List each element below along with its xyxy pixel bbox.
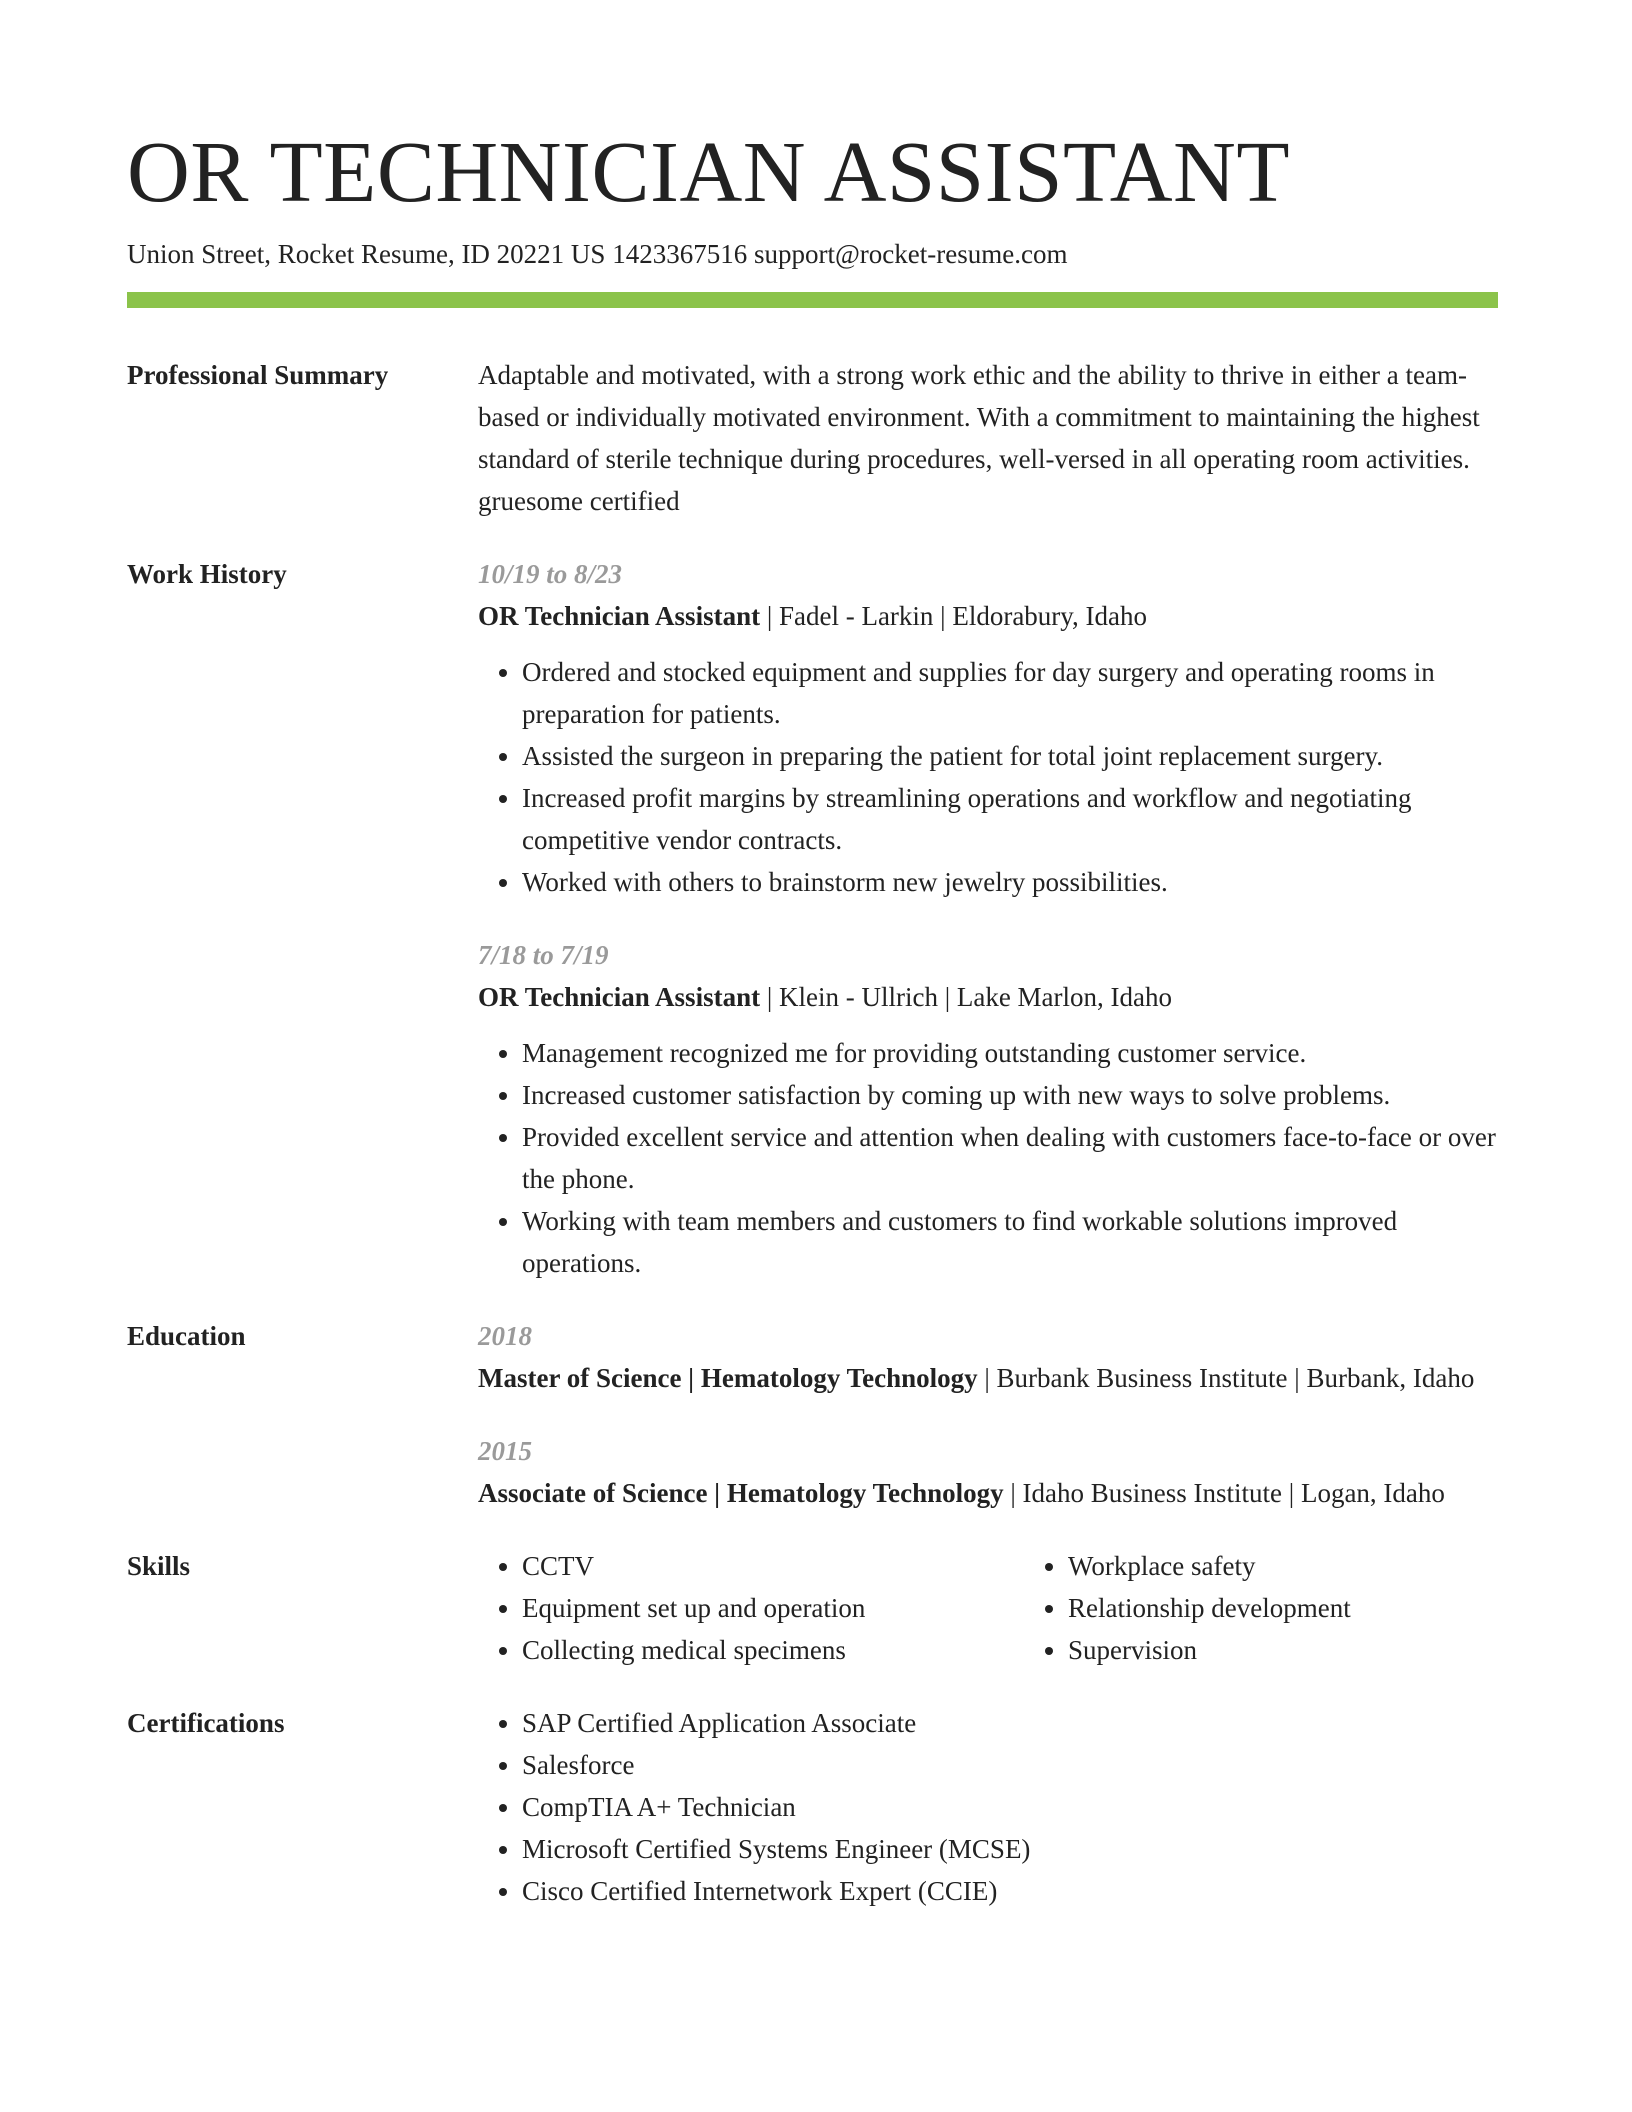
certification-item: • Salesforce [522, 1744, 1498, 1786]
job-bullets [478, 1032, 1498, 1284]
summary-text: Adaptable and motivated, with a strong work ethic and the ability to thrive in either a team-based or individually motivated environment. With a commitment to maintaining the highest standard of sterile technique during procedures, well-versed in all operating room activities. gruesome certified [478, 360, 1480, 517]
job-heading [478, 595, 1498, 637]
education-heading [478, 1472, 1498, 1514]
job-title: OR Technician Assistant [478, 982, 761, 1013]
job-dates: 7/18 to 7/19 [478, 940, 609, 971]
certifications-list [478, 1702, 1498, 1912]
job-bullet: • Worked with others to brainstorm new jewelry possibilities. [522, 861, 1498, 903]
section-label-certifications: Certifications [127, 1708, 285, 1739]
resume-name: OR TECHNICIAN ASSISTANT [127, 123, 1291, 220]
job-details: | Klein - Ullrich | Lake Marlon, Idaho [760, 982, 1173, 1013]
education-degree: Associate of Science | Hematology Technology [478, 1478, 1004, 1509]
skill-item: • Equipment set up and operation [522, 1587, 1024, 1629]
education-entry [478, 1315, 1498, 1399]
section-label-education: Education [127, 1321, 246, 1352]
job-details: | Fadel - Larkin | Eldorabury, Idaho [760, 601, 1148, 632]
skill-item: • Supervision [1068, 1629, 1498, 1671]
education-degree: Master of Science | Hematology Technology [478, 1363, 978, 1394]
certification-item: • Cisco Certified Internetwork Expert (CCIE) [522, 1870, 1498, 1912]
skills-body [478, 1545, 1498, 1671]
certifications-section [127, 1702, 1498, 1912]
skill-item: • CCTV [522, 1545, 1024, 1587]
job-dates: 10/19 to 8/23 [478, 559, 623, 590]
accent-divider [127, 292, 1498, 308]
job-bullet: • Ordered and stocked equipment and supplies for day surgery and operating rooms in preparation for patients. [522, 651, 1498, 735]
job-bullet: • Management recognized me for providing outstanding customer service. [522, 1032, 1498, 1074]
certification-item: • Microsoft Certified Systems Engineer (MCSE) [522, 1828, 1498, 1870]
education-details: | Burbank Business Institute | Burbank, Idaho [977, 1363, 1475, 1394]
section-label-summary: Professional Summary [127, 360, 389, 391]
education-year: 2015 [478, 1436, 532, 1467]
skills-section [127, 1545, 1498, 1671]
education-year: 2018 [478, 1321, 532, 1352]
skills-column [478, 1545, 1024, 1671]
skill-item: • Relationship development [1068, 1587, 1498, 1629]
certification-item: • CompTIA A+ Technician [522, 1786, 1498, 1828]
contact-line: Union Street, Rocket Resume, ID 20221 US 1423367516 support@rocket-resume.com [127, 239, 1068, 269]
certifications-body [478, 1702, 1498, 1912]
certification-item: • SAP Certified Application Associate [522, 1702, 1498, 1744]
skill-item: • Collecting medical specimens [522, 1629, 1024, 1671]
skill-item: • Workplace safety [1068, 1545, 1498, 1587]
work-history-section [127, 553, 1498, 1284]
job-bullet: • Working with team members and customers to find workable solutions improved operations. [522, 1200, 1498, 1284]
section-label-work-history: Work History [127, 559, 287, 590]
education-entry [478, 1430, 1498, 1514]
job-bullet: • Increased profit margins by streamlining operations and workflow and negotiating competitive vendor contracts. [522, 777, 1498, 861]
summary-section [127, 354, 1498, 522]
education-details: | Idaho Business Institute | Logan, Idaho [1003, 1478, 1445, 1509]
education-body [478, 1315, 1498, 1514]
job-bullet: • Increased customer satisfaction by coming up with new ways to solve problems. [522, 1074, 1498, 1116]
job-bullet: • Provided excellent service and attention when dealing with customers face-to-face or over the phone. [522, 1116, 1498, 1200]
work-history-body [478, 553, 1498, 1284]
education-heading [478, 1357, 1498, 1399]
job-title: OR Technician Assistant [478, 601, 761, 632]
education-section [127, 1315, 1498, 1514]
skills-column [1024, 1545, 1498, 1671]
job-heading [478, 976, 1498, 1018]
section-label-skills: Skills [127, 1551, 191, 1582]
job-bullet: • Assisted the surgeon in preparing the patient for total joint replacement surgery. [522, 735, 1498, 777]
job-entry [478, 934, 1498, 1284]
job-bullets [478, 651, 1498, 903]
job-entry [478, 553, 1498, 903]
